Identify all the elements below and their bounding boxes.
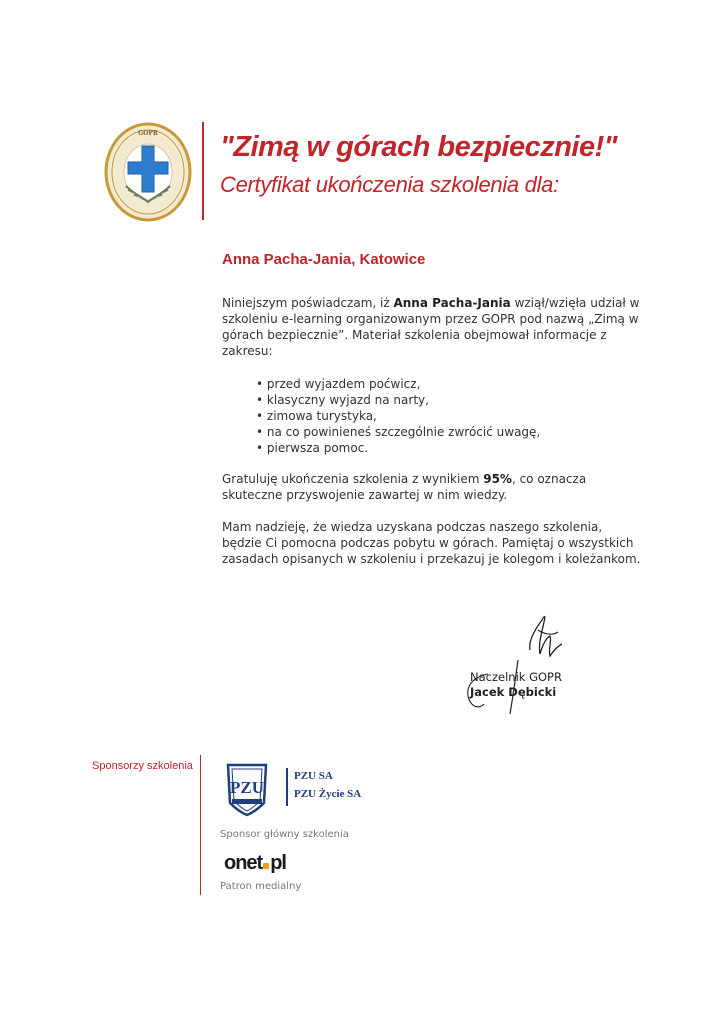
signatory-role: Naczelnik GOPR <box>470 670 562 684</box>
certificate-subtitle: Certyfikat ukończenia szkolenia dla: <box>220 172 559 197</box>
pzu-logo-text: PZU <box>230 778 264 797</box>
gopr-badge-icon <box>104 122 192 222</box>
intro-text-end: wziął/wzięła udział w szkoleniu e-learning organizowanym przez GOPR pod nazwą „Zimą w górach bezpiecznie”. Materiał szkolenia obejmował informacje z zakresu: <box>222 296 640 358</box>
handwritten-signature-icon <box>458 610 578 720</box>
svg-text:GOPR: GOPR <box>138 130 158 137</box>
signatory-name: Jacek Dębicki <box>470 685 557 699</box>
pzu-company-name: PZU SA <box>294 770 333 782</box>
pzu-divider <box>286 768 288 806</box>
certificate-title: "Zimą w górach bezpiecznie!" <box>220 131 618 163</box>
sponsors-divider <box>200 755 201 895</box>
topics-list <box>256 376 540 456</box>
recipient-name: Anna Pacha-Jania, Katowice <box>222 251 426 268</box>
onet-logo-text: onet <box>224 852 263 874</box>
score-value: 95% <box>483 472 512 486</box>
pzu-life-company-name: PZU Życie SA <box>294 788 362 800</box>
onet-logo <box>224 852 286 875</box>
sponsors-label: Sponsorzy szkolenia <box>92 760 193 772</box>
header-divider <box>202 122 204 220</box>
list-item: • na co powinieneś szczególnie zwrócić uwagę, <box>256 424 540 440</box>
pzu-logo-icon <box>218 757 276 817</box>
score-paragraph <box>222 471 642 503</box>
intro-text-start: Niniejszym poświadczam, iż <box>222 296 394 310</box>
onet-dot-icon <box>263 863 269 869</box>
score-text-end: , co oznacza skuteczne przyswojenie zawartej w nim wiedzy. <box>222 472 587 502</box>
list-item: • przed wyjazdem poćwicz, <box>256 376 540 392</box>
closing-paragraph: Mam nadzieję, że wiedza uzyskana podczas naszego szkolenia, będzie Ci pomocna podczas pobytu w górach. Pamiętaj o wszystkich zasadach opisanych w szkoleniu i przekazuj je kolegom i koleżankom. <box>222 520 641 566</box>
score-text-start: Gratuluję ukończenia szkolenia z wynikiem <box>222 472 484 486</box>
intro-paragraph <box>222 295 642 359</box>
list-item: • klasyczny wyjazd na narty, <box>256 392 540 408</box>
list-item: • zimowa turystyka, <box>256 408 540 424</box>
onet-logo-domain: pl <box>270 852 286 874</box>
list-item: • pierwsza pomoc. <box>256 440 540 456</box>
intro-recipient-name: Anna Pacha-Jania <box>393 296 511 310</box>
media-patron-caption: Patron medialny <box>220 881 302 892</box>
main-sponsor-caption: Sponsor główny szkolenia <box>220 829 349 840</box>
